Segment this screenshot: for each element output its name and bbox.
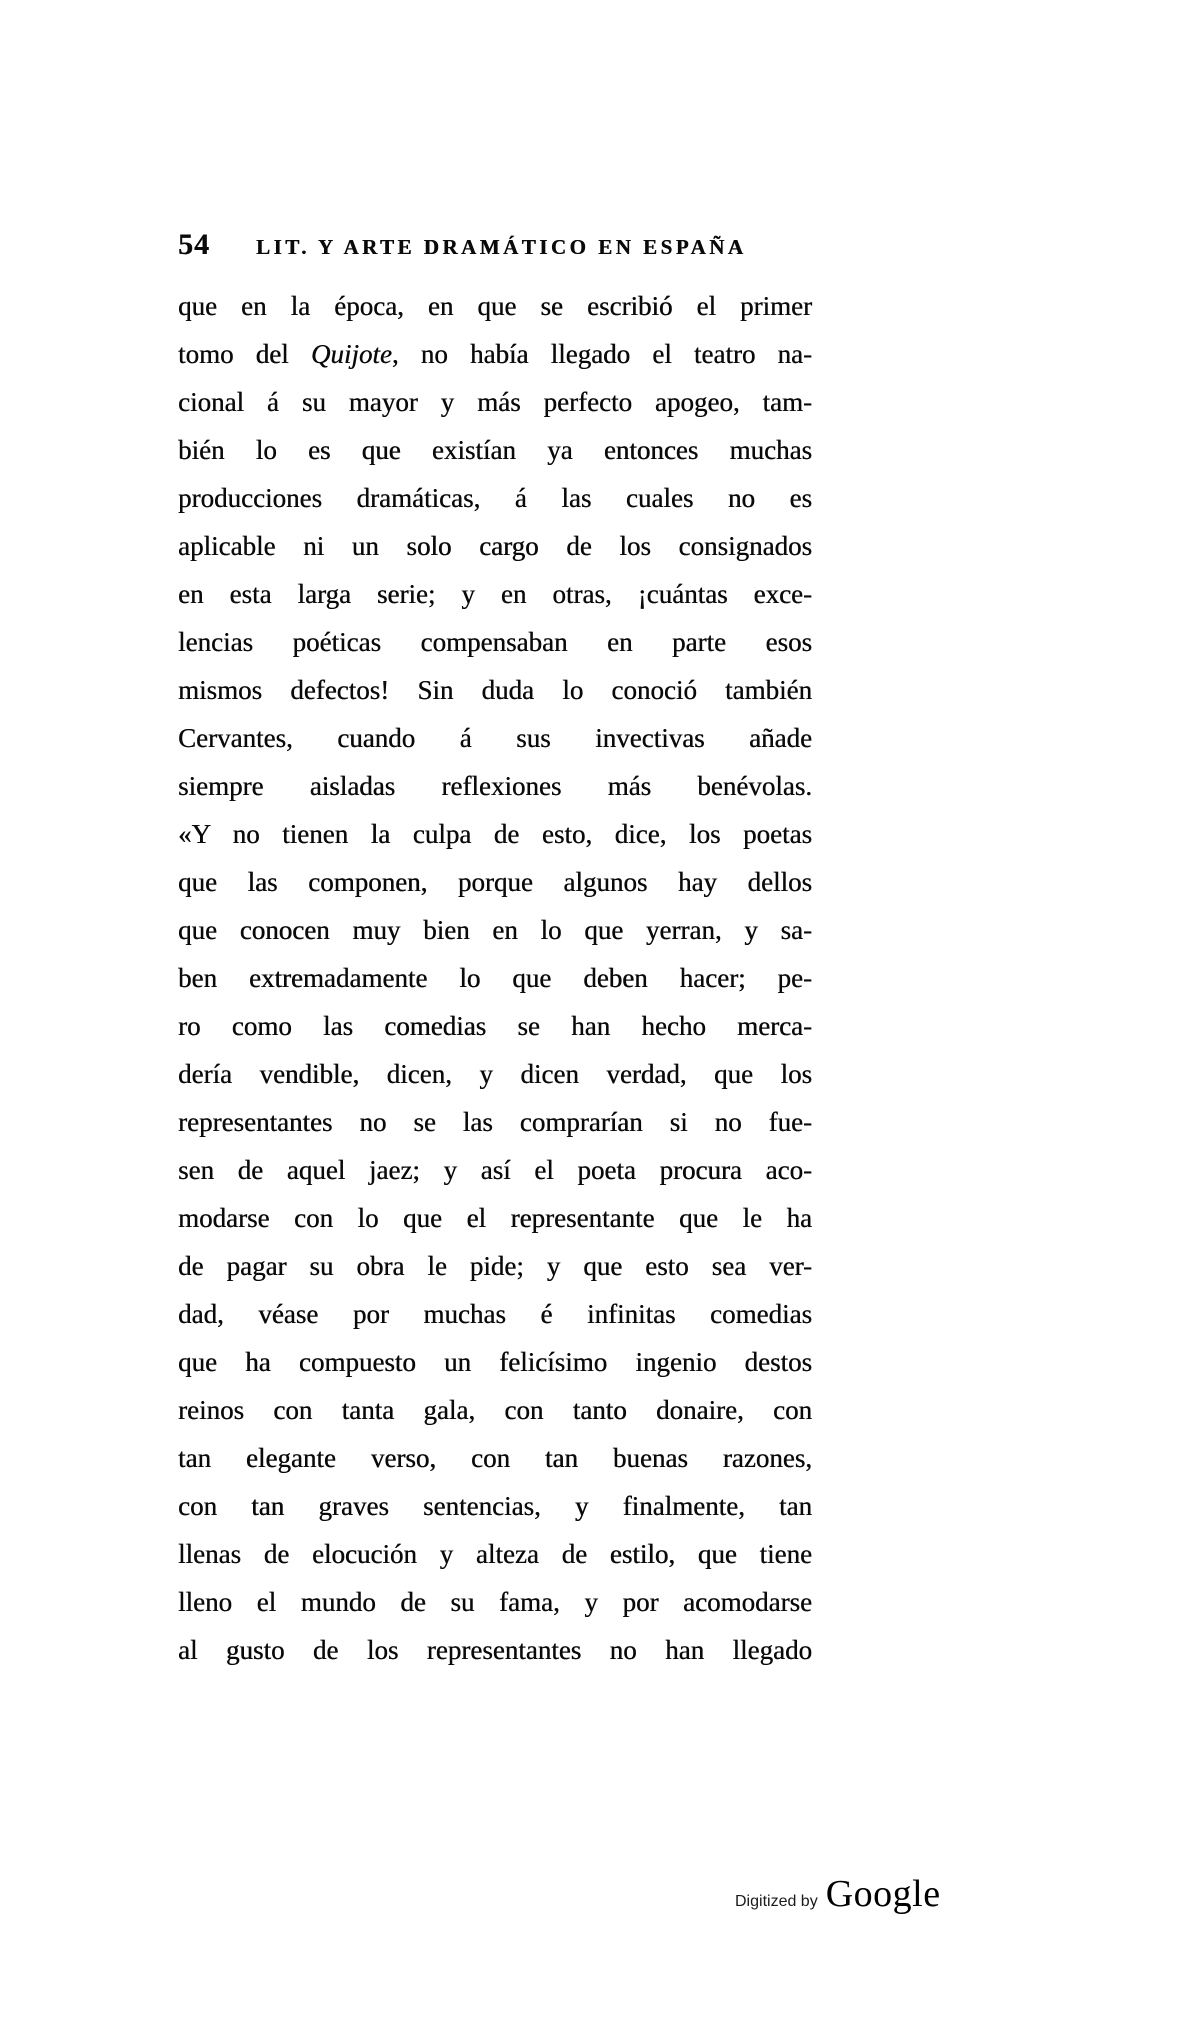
text-line <box>178 1482 812 1530</box>
text-line <box>178 1626 812 1674</box>
text-segment: «Y no tienen la culpa de esto, dice, los poetas <box>178 819 812 849</box>
text-line <box>178 1098 812 1146</box>
text-segment: , no había llegado el teatro na- <box>391 339 812 369</box>
text-segment: de pagar su obra le pide; y que esto sea ver- <box>178 1251 812 1281</box>
text-line <box>178 714 812 762</box>
text-segment: aplicable ni un solo cargo de los consignados <box>178 531 812 561</box>
text-line <box>178 1146 812 1194</box>
text-segment: mismos defectos! Sin duda lo conoció también <box>178 675 812 705</box>
text-segment: tan elegante verso, con tan buenas razones, <box>178 1443 812 1473</box>
text-line <box>178 1242 812 1290</box>
text-segment: llenas de elocución y alteza de estilo, que tiene <box>178 1539 812 1569</box>
text-segment: producciones dramáticas, á las cuales no es <box>178 483 812 513</box>
text-line <box>178 1530 812 1578</box>
text-line <box>178 570 812 618</box>
text-line <box>178 1434 812 1482</box>
text-segment: que conocen muy bien en lo que yerran, y sa- <box>178 915 812 945</box>
text-line <box>178 426 812 474</box>
text-segment: modarse con lo que el representante que le ha <box>178 1203 812 1233</box>
italic-word: Quijote <box>310 339 392 369</box>
text-line <box>178 906 812 954</box>
text-segment: lleno el mundo de su fama, y por acomodarse <box>178 1587 812 1617</box>
text-segment: que las componen, porque algunos hay dellos <box>178 867 812 897</box>
text-line <box>178 1002 812 1050</box>
text-segment: cional á su mayor y más perfecto apogeo, tam- <box>178 387 812 417</box>
text-line <box>178 858 812 906</box>
digitized-by-label: Digitized by <box>735 1893 818 1910</box>
text-segment: reinos con tanta gala, con tanto donaire, con <box>178 1395 812 1425</box>
running-title: LIT. Y ARTE DRAMÁTICO EN ESPAÑA <box>256 235 747 259</box>
running-head <box>178 228 812 278</box>
text-line <box>178 1578 812 1626</box>
text-line <box>178 1290 812 1338</box>
text-segment: Cervantes, cuando á sus invectivas añade <box>178 723 812 753</box>
text-segment: dería vendible, dicen, y dicen verdad, que los <box>178 1059 812 1089</box>
text-segment: representantes no se las comprarían si no fue- <box>178 1107 812 1137</box>
text-line <box>178 1338 812 1386</box>
text-segment: que en la época, en que se escribió el primer <box>178 291 812 321</box>
footer <box>735 1872 941 1916</box>
text-line <box>178 810 812 858</box>
text-line <box>178 522 812 570</box>
text-line <box>178 378 812 426</box>
text-segment: con tan graves sentencias, y finalmente, tan <box>178 1491 812 1521</box>
text-line <box>178 330 812 378</box>
google-logo: Google <box>825 1873 941 1915</box>
text-line <box>178 282 812 330</box>
text-segment: bién lo es que existían ya entonces muchas <box>178 435 812 465</box>
text-segment: ro como las comedias se han hecho merca- <box>178 1011 812 1041</box>
text-segment: sen de aquel jaez; y así el poeta procura aco- <box>178 1155 812 1185</box>
page-number: 54 <box>178 228 210 261</box>
text-segment: siempre aisladas reflexiones más benévolas. <box>178 771 812 801</box>
text-line <box>178 1194 812 1242</box>
text-line <box>178 762 812 810</box>
text-line <box>178 474 812 522</box>
page-content <box>178 228 812 1674</box>
text-line <box>178 618 812 666</box>
text-segment: que ha compuesto un felicísimo ingenio destos <box>178 1347 812 1377</box>
text-block <box>178 282 812 1674</box>
text-line <box>178 954 812 1002</box>
text-line <box>178 1386 812 1434</box>
text-line <box>178 1050 812 1098</box>
text-segment: tomo del <box>178 339 311 369</box>
text-line <box>178 666 812 714</box>
text-segment: ben extremadamente lo que deben hacer; pe- <box>178 963 812 993</box>
text-segment: en esta larga serie; y en otras, ¡cuántas exce- <box>178 579 812 609</box>
text-segment: lencias poéticas compensaban en parte esos <box>178 627 812 657</box>
text-segment: dad, véase por muchas é infinitas comedias <box>178 1299 812 1329</box>
text-segment: al gusto de los representantes no han llegado <box>178 1635 812 1665</box>
